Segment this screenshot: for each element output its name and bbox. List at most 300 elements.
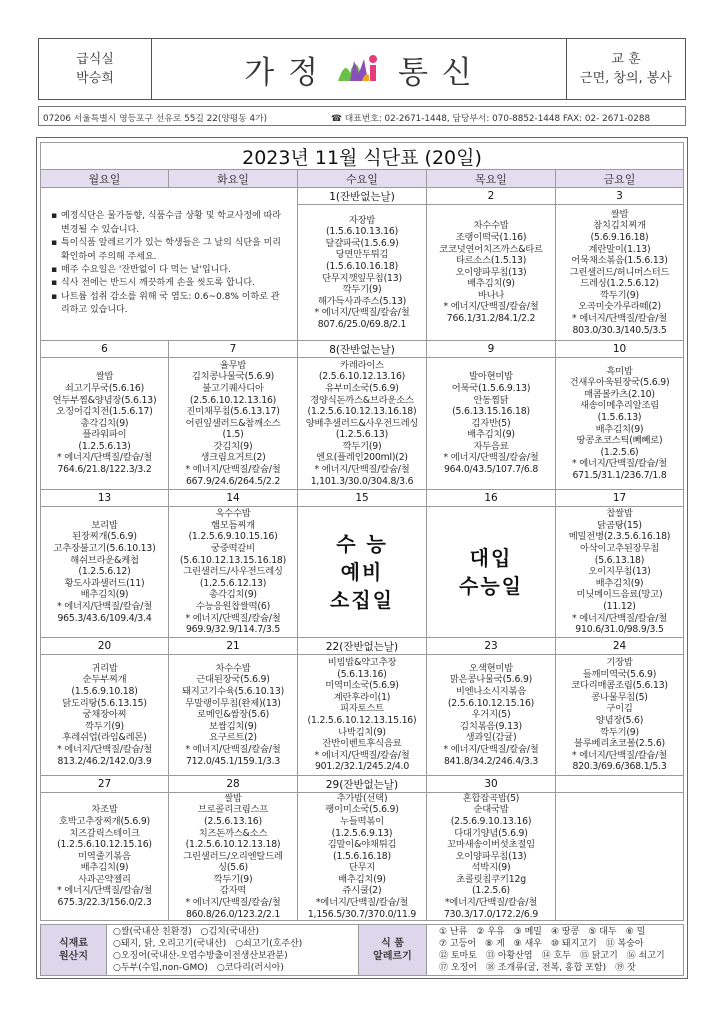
menu-item: 생크림요거트(2): [200, 452, 266, 464]
nutrition-values: 901.2/32.1/245.2/4.0: [314, 761, 410, 773]
menu-item: 보리밥: [91, 519, 118, 531]
menu-item: 귀리밥: [91, 662, 118, 674]
allergy-list: [427, 925, 683, 975]
menu-cell: [169, 507, 298, 638]
menu-cell: [169, 655, 298, 776]
allergen-item: ⑬ 아황산염: [485, 951, 533, 961]
menu-item: 율무밥: [219, 359, 247, 371]
menu-item: 생과일(감귤): [465, 732, 517, 744]
menu-item: (1.2.5.6): [600, 446, 639, 458]
menu-item: (2.5.6.10.12.15.16): [447, 697, 535, 709]
menu-item: 오곡미숫가루라떼(2): [578, 301, 661, 313]
menu-item: 옥수수밥: [215, 508, 251, 520]
menu-item: 플라워파이: [82, 429, 127, 441]
event-text: 예비: [340, 560, 384, 584]
event-cell: [427, 507, 556, 638]
nutrition-label: * 에너지/단백질/칼슘/철: [443, 452, 539, 464]
menu-item: 수능응원찹쌀떡(6): [195, 600, 271, 612]
menu-item: (11.12): [603, 600, 636, 612]
event-text: 수 능: [336, 532, 388, 556]
weekday-header: 월요일: [41, 170, 169, 188]
menu-item: 계란후라이(1): [333, 691, 391, 703]
date-label: 30: [427, 776, 556, 793]
menu-item: 깍두기(9): [342, 284, 382, 296]
menu-cell: [556, 793, 684, 921]
menu-item: 요구르트(2): [209, 732, 257, 744]
menu-item: 오이양파무침(13): [455, 850, 527, 862]
date-label: 3: [556, 188, 684, 205]
menu-cell: [169, 358, 298, 490]
nutrition-values: 712.0/45.1/159.1/3.3: [185, 755, 281, 767]
nutrition-values: 964.0/43.5/107.7/6.8: [443, 464, 539, 476]
notice-item: ▪ 식사 전에는 반드시 깨끗하게 손을 씻도록 합니다.: [51, 277, 287, 290]
event-text: 수능일: [459, 574, 523, 598]
allergen-item: ⑪ 복숭아: [605, 939, 644, 949]
menu-item: (1.2.5.6.12.13): [199, 577, 267, 589]
menu-item: 맑은콩나물국(5.6.9): [449, 674, 533, 686]
menu-item: 배추김치(9): [595, 577, 644, 589]
date-label: 27: [41, 776, 169, 793]
author-name: 박승희: [76, 71, 114, 86]
allergen-row: [439, 926, 677, 938]
nutrition-label: * 에너지/단백질/칼슘/철: [314, 307, 410, 319]
menu-item: 단무지: [348, 862, 376, 874]
menu-item: 쌀밥: [224, 793, 242, 804]
weekday-header: 화요일: [169, 170, 298, 188]
menu-cell: [298, 655, 427, 776]
school-logo-icon: [336, 51, 382, 87]
nutrition-values: 675.3/22.3/156.0/2.3: [57, 897, 152, 909]
menu-item: 미역줄기볶음: [78, 850, 131, 862]
menu-item: 피자토스트: [340, 703, 384, 715]
menu-item: 진미채무침(5.6.13.17): [186, 406, 280, 418]
menu-item: 갓김치(9): [213, 440, 253, 452]
allergen-row: [439, 950, 677, 962]
nutrition-label: * 에너지/단백질/칼슘/철: [185, 612, 281, 624]
newsletter-title: [152, 39, 567, 99]
menu-item: 닭곰탕(15): [597, 519, 642, 531]
menu-item: 햄모듬찌개: [211, 519, 255, 531]
nutrition-label: * 에너지/단백질/칼슘/철: [314, 464, 410, 476]
nutrition-values: 803.0/30.3/140.5/3.5: [572, 324, 667, 336]
nutrition-values: 766.1/31.2/84.1/2.2: [446, 313, 536, 325]
date-label: 1(잔반없는날): [298, 188, 427, 205]
department-label: 급식실: [76, 52, 114, 67]
event-text: 소집일: [330, 588, 394, 612]
origin-row: [113, 950, 352, 962]
menu-item: 쥬시쿨(2): [342, 885, 382, 897]
menu-item: 기장밥: [606, 657, 633, 669]
date-label: 2: [427, 188, 556, 205]
menu-item: (1.2.5.6.9.10.15.16): [188, 531, 278, 543]
nutrition-label: *에너지/단백질/칼슘/철: [444, 897, 538, 909]
menu-item: 로메인&쌈장(5.6): [197, 709, 269, 721]
menu-cell: [427, 655, 556, 776]
menu-item: 당면만두튀김: [335, 249, 389, 261]
menu-item: 차수수밥: [473, 220, 509, 232]
date-label: 13: [41, 490, 169, 507]
menu-cell: [556, 655, 684, 776]
menu-item: 계란말이(1.13): [588, 243, 651, 255]
menu-item: 미닛메이드음료(망고): [576, 589, 663, 601]
date-label: 10: [556, 341, 684, 358]
newsletter-header: [38, 38, 686, 100]
menu-item: 쇠고기무국(5.6.16): [64, 382, 145, 394]
weekday-header: 목요일: [427, 170, 556, 188]
date-label: 21: [169, 638, 298, 655]
date-label: 20: [41, 638, 169, 655]
origin-item: ○돼지, 닭, 오리고기(국내산): [113, 939, 227, 949]
menu-item: 바나나: [477, 289, 505, 301]
menu-item: 초콜릿칩쿠키12g: [456, 873, 526, 885]
menu-item: 자장밥: [348, 214, 376, 226]
allergen-item: ⑨ 새우: [513, 939, 542, 949]
notice-item: ▪ 특이식품 알레르기가 있는 학생들은 그 날의 식단을 미리 확인하여 주의해 주세요.: [51, 237, 287, 264]
menu-item: 조랭이떡국(1.16): [455, 231, 527, 243]
origin-item: ○쇠고기(호주산): [235, 939, 303, 949]
event-cell: [298, 507, 427, 638]
menu-item: 경양식돈까스&브라운소스: [310, 394, 414, 406]
menu-item: 싱(5.6): [218, 862, 248, 874]
menu-item: 배추김치(9): [595, 423, 644, 435]
nutrition-label: * 에너지/단백질/칼슘/철: [314, 749, 410, 761]
notice-list: [51, 210, 287, 317]
title-left: 가 정: [244, 54, 320, 91]
allergen-item: ⑦ 고등어: [439, 939, 477, 949]
menu-item: 고추장불고기(5.6.10.13): [53, 543, 156, 555]
menu-item: 해쉬브라운&케첩: [70, 554, 139, 566]
menu-item: 잔반이벤트후식음료: [322, 738, 402, 750]
event-text: 대입: [469, 546, 513, 570]
menu-item: 김말이&야채튀김: [327, 839, 397, 851]
nutrition-values: 910.6/31.0/98.9/3.5: [575, 624, 664, 636]
menu-cell: [41, 793, 169, 921]
menu-item: (1.5.6.9.10.18): [71, 686, 138, 698]
weekday-header: 금요일: [556, 170, 684, 188]
menu-item: 감자떡: [219, 885, 247, 897]
address-bar: [38, 106, 686, 126]
menu-cell: [41, 655, 169, 776]
menu-cell: [298, 358, 427, 490]
menu-item: 팽이미소국(5.6.9): [325, 804, 399, 816]
date-label: 14: [169, 490, 298, 507]
allergen-item: ⑮ 닭고기: [579, 951, 618, 961]
menu-item: 블루베리초코볼(2.5.6): [574, 738, 665, 750]
menu-item: 타르소스(1.5.13): [455, 255, 527, 267]
menu-item: (5.6.13.16): [337, 668, 387, 680]
date-label: 7: [169, 341, 298, 358]
menu-item: 배추김치(9): [80, 862, 129, 874]
menu-cell: [556, 205, 684, 341]
menu-item: 그린샐러드/오리엔탈드레: [183, 850, 283, 862]
menu-item: 땅콩초코스틱(빼빼로): [576, 435, 663, 447]
menu-item: (5.6.10.12.13.15.16.18): [179, 554, 287, 566]
nutrition-label: * 에너지/단백질/칼슘/철: [56, 452, 153, 464]
nutrition-values: 667.9/24.6/264.5/2.2: [185, 475, 281, 487]
allergen-item: ⑧ 게: [485, 939, 505, 949]
nutrition-values: 813.2/46.2/142.0/3.9: [57, 755, 152, 767]
menu-item: 어묵국(1.5.6.9.13): [451, 382, 531, 394]
menu-cell: [556, 358, 684, 490]
menu-item: 콩나물무침(5): [591, 691, 648, 703]
menu-item: (1.5.6.10.13.16): [325, 226, 399, 238]
menu-item: 어묵채소볶음(1.5.6.13): [571, 255, 668, 267]
date-label: [556, 776, 684, 793]
allergy-label-line: 식 품: [381, 938, 404, 949]
menu-item: 오색현미밥: [469, 662, 513, 674]
menu-item: 그린샐러드/허니머스터드: [569, 266, 670, 278]
allergen-item: ⑤ 대두: [588, 927, 617, 937]
motto-label: 교 훈: [611, 52, 641, 67]
menu-item: 김치콩나물국(5.6.9): [191, 371, 275, 383]
origin-item: ○두부(수입,non-GMO): [113, 963, 208, 973]
menu-item: 된장찌개(5.6.9): [72, 531, 137, 543]
menu-item: 깍두기(9): [85, 720, 124, 732]
nutrition-values: 730.3/17.0/172.2/6.9: [443, 908, 539, 920]
origin-label: [41, 925, 107, 975]
menu-item: 석박지(9): [471, 862, 511, 874]
menu-item: 새송이메추리알조림: [579, 400, 660, 412]
menu-item: 치즈갈릭스테이크: [69, 827, 140, 839]
menu-item: (1.5.6.16.18): [333, 850, 391, 862]
date-label: 9: [427, 341, 556, 358]
menu-item: 궁채장아찌: [82, 709, 127, 721]
date-label: 29(잔반없는날): [298, 776, 427, 793]
menu-item: 양배추샐러드&사우전드레싱: [305, 417, 419, 429]
title-right: 통 신: [398, 54, 474, 91]
nutrition-label: * 에너지/단백질/칼슘/철: [443, 301, 539, 313]
menu-item: (5.6.9.16.18): [590, 231, 649, 243]
menu-item: 깍두기(9): [213, 873, 253, 885]
menu-item: 미역미소국(5.6.9): [325, 680, 399, 692]
allergen-item: ① 난류: [439, 927, 468, 937]
nutrition-values: 807.6/25.0/69.8/2.1: [317, 318, 407, 330]
allergen-item: ⑯ 쇠고기: [626, 951, 665, 961]
menu-item: 코다리매콤조림(5.6.13): [571, 680, 668, 692]
menu-item: 닭도리탕(5.6.13.15): [62, 697, 147, 709]
menu-item: 연두부찜&양념장(5.6.13): [52, 394, 157, 406]
nutrition-label: * 에너지/단백질/칼슘/철: [56, 743, 153, 755]
menu-item: 순대국밥: [473, 804, 509, 816]
menu-item: (5.6.13.15.16.18): [452, 406, 530, 418]
menu-item: 사과곤약젤리: [78, 873, 131, 885]
menu-item: 황도사과샐러드(11): [64, 577, 145, 589]
menu-item: 브로콜리크림스프: [197, 804, 269, 816]
menu-item: 카레라이스: [340, 359, 384, 371]
menu-item: 해가득사과주스(5.13): [317, 295, 407, 307]
contact-info: ☎ 대표번호: 02-2671-1448, 담당부서: 070-8852-1448 FAX: 02- 2671-0288: [331, 114, 651, 124]
menu-item: (1.5.6.10.16.18): [325, 260, 399, 272]
notice-item: ▪ 매주 수요일은 '잔반없이 다 먹는 날'입니다.: [51, 264, 287, 277]
menu-item: 무말랭이무침(완제)(13): [185, 697, 281, 709]
allergy-label-line: 알레르기: [373, 951, 412, 962]
menu-item: 깍두기(9): [600, 289, 639, 301]
menu-item: 오징어김치전(1.5.6.17): [56, 406, 153, 418]
menu-item: (2.5.6.10.12.13.16): [318, 371, 406, 383]
menu-item: 들깨미역국(5.6.9): [582, 668, 657, 680]
menu-item: 단무지깻잎무침(13): [322, 272, 402, 284]
allergen-row: [439, 962, 677, 974]
menu-item: 혼합잡곡밥(5): [462, 793, 520, 804]
menu-item: (1.2.5.6.10.12.15.16): [57, 839, 152, 851]
allergen-item: ② 우유: [476, 927, 505, 937]
menu-item: 김자반(5): [471, 417, 511, 429]
menu-item: 궁중떡갈비: [211, 543, 255, 555]
author-box: [39, 39, 152, 99]
monthly-menu-table: [40, 142, 684, 921]
nutrition-label: * 에너지/단백질/칼슘/철: [56, 885, 153, 897]
weekday-header: 수요일: [298, 170, 427, 188]
allergen-item: ④ 땅콩: [550, 927, 580, 937]
menu-cell: [41, 358, 169, 490]
menu-item: (1.5.6.13): [597, 411, 642, 423]
menu-item: (1.2.5.6.10.12.13.16.18): [307, 406, 417, 418]
menu-item: (1.2.5.6.10.12.13.15.16): [307, 715, 417, 726]
origin-item: ○김치(국내산): [200, 927, 259, 937]
nutrition-label: * 에너지/단백질/칼슘/철: [571, 612, 668, 624]
nutrition-label: * 에너지/단백질/칼슘/철: [571, 313, 668, 325]
origin-row: [113, 926, 352, 938]
menu-cell: [427, 358, 556, 490]
menu-item: (2.5.6.9.10.13.16): [450, 815, 532, 827]
menu-item: 배추김치(9): [80, 589, 129, 601]
menu-item: 호박고추장찌개(5.6.9): [59, 815, 150, 827]
menu-item: 김치볶음(9.13): [460, 720, 522, 732]
nutrition-label: * 에너지/단백질/칼슘/철: [571, 458, 668, 470]
menu-item: 드레싱(1.2.5.6.12): [580, 278, 659, 290]
notice-item: ▪ 예정식단은 물가동향, 식품수급 상황 및 학교사정에 따라 변경될 수 있습니다.: [51, 210, 287, 237]
menu-item: 자두음료: [473, 440, 509, 452]
nutrition-label: * 에너지/단백질/칼슘/철: [185, 897, 281, 909]
date-label: 22(잔반없는날): [298, 638, 427, 655]
allergen-item: ⑭ 호두: [541, 951, 571, 961]
allergen-item: ⑫ 토마토: [439, 951, 477, 961]
menu-cell: [41, 507, 169, 638]
nutrition-label: * 에너지/단백질/칼슘/철: [185, 743, 281, 755]
motto-text: 근면, 창의, 봉사: [580, 71, 672, 86]
menu-item: (1.2.5.6.12): [78, 566, 131, 578]
menu-item: 나박김치(9): [338, 726, 386, 738]
menu-item: (1.2.5.6.13): [78, 440, 131, 452]
menu-item: 배추김치(9): [467, 278, 515, 290]
origin-label-line: 식재료: [59, 938, 88, 949]
menu-cell: [298, 793, 427, 921]
menu-item: 유부미소국(5.6.9): [325, 382, 399, 394]
date-label: 28: [169, 776, 298, 793]
menu-item: 매콤볼카츠(2.10): [584, 388, 655, 400]
menu-item: 총각김치(9): [209, 589, 257, 601]
allergy-label: [359, 925, 427, 975]
nutrition-values: 1,156.5/30.7/370.0/11.9: [307, 908, 417, 920]
nutrition-values: 965.3/43.6/109.4/3.4: [57, 612, 152, 624]
nutrition-values: 969.9/32.9/114.7/3.5: [185, 624, 281, 636]
menu-item: 양념장(5.6): [595, 715, 644, 726]
allergen-item: ③ 메밀: [513, 927, 542, 937]
motto-box: [567, 39, 685, 99]
nutrition-label: * 에너지/단백질/칼슘/철: [185, 464, 281, 476]
menu-item: (1.2.5.6.13): [335, 429, 389, 441]
menu-item: 비빔밥&약고추장: [327, 657, 397, 669]
menu-item: (5.6.13.18): [594, 554, 645, 566]
menu-item: 쌀밥: [95, 371, 114, 383]
allergen-item: ⑲ 잣: [615, 963, 636, 973]
menu-item: 비엔나소시지볶음: [455, 686, 527, 698]
menu-item: 참치김치찌개: [593, 220, 646, 232]
date-label: 16: [427, 490, 556, 507]
menu-item: 다대기양념(5.6.9): [454, 827, 528, 839]
footer-info: [40, 924, 684, 976]
menu-item: 안동찜닭: [473, 394, 509, 406]
menu-item: 누들떡볶이: [340, 815, 384, 827]
menu-item: 찹쌀밥: [606, 508, 633, 520]
menu-item: 깍두기(9): [600, 726, 639, 738]
menu-item: (2.5.6.13.16): [204, 815, 262, 827]
menu-item: 돼지고기수육(5.6.10.13): [181, 686, 285, 698]
notice-box: [41, 188, 298, 341]
menu-item: 쌀밥: [610, 208, 629, 220]
nutrition-values: 860.8/26.0/123.2/2.1: [185, 908, 281, 920]
menu-item: 코코넛연어치즈까스&타르: [439, 243, 543, 255]
menu-item: (1.5): [222, 429, 244, 441]
menu-item: 총각김치(9): [80, 417, 129, 429]
origin-item: ○쌀(국내산 친환경): [113, 927, 192, 937]
menu-item: 발아현미밥: [469, 371, 513, 383]
menu-item: 달걀파국(1.5.6.9): [325, 237, 399, 249]
menu-item: 구이김: [606, 703, 633, 715]
origin-label-line: 원산지: [59, 951, 88, 962]
nutrition-label: * 에너지/단백질/칼슘/철: [443, 743, 539, 755]
nutrition-values: 820.3/69.6/368.1/5.3: [572, 761, 667, 773]
menu-item: 메밀전병(2.3.5.6.16.18): [568, 531, 671, 543]
menu-item: 보쌈김치(9): [209, 720, 257, 732]
menu-item: 깍두기(9): [342, 440, 382, 452]
menu-cell: [427, 793, 556, 921]
menu-item: 배추김치(9): [338, 873, 386, 885]
origin-row: [113, 962, 352, 974]
notice-item: ▪ 나트륨 섭취 감소를 위해 국 염도: 0.6~0.8% 이하로 관리하고 있습니다.: [51, 291, 287, 318]
menu-item: (1.2.5.6.10.12.13.18): [185, 839, 281, 851]
menu-item: (1.2.5.6.9.13): [331, 827, 393, 839]
date-label: 15: [298, 490, 427, 507]
menu-item: 근대된장국(5.6.9): [196, 674, 270, 686]
allergen-row: [439, 938, 677, 950]
menu-item: 우거지(5): [471, 709, 511, 721]
nutrition-values: 1,101.3/30.0/304.8/3.6: [310, 475, 414, 487]
nutrition-values: 841.8/34.2/246.4/3.3: [443, 755, 539, 767]
origin-item: ○코다리(러시아): [216, 963, 284, 973]
allergen-item: ⑰ 오징어: [439, 963, 477, 973]
menu-cell: [427, 205, 556, 341]
menu-item: 불고기퀘사디아: [202, 382, 264, 394]
menu-item: 배추김치(9): [467, 429, 515, 441]
allergen-item: ⑱ 조개류(굴, 전복, 홍합 포함): [485, 963, 607, 973]
menu-item: 오이지무침(13): [588, 566, 651, 578]
menu-item: 순두부찌개: [82, 674, 127, 686]
menu-cell: [169, 793, 298, 921]
menu-item: 꼬마새송이버섯초절임: [447, 839, 535, 851]
menu-cell: [298, 205, 427, 341]
origin-item: ○오징어(국내산-오염수방출이전생산보관분): [113, 951, 288, 961]
date-label: 8(잔반없는날): [298, 341, 427, 358]
menu-item: 차수수밥: [215, 662, 251, 674]
menu-item: 엔요(플레인200ml)(2): [316, 452, 408, 464]
allergen-item: ⑥ 밀: [625, 927, 646, 937]
menu-cell: [556, 507, 684, 638]
menu-item: 그린샐러드/사우전드레싱: [183, 566, 283, 578]
date-label: 24: [556, 638, 684, 655]
date-label: 17: [556, 490, 684, 507]
origin-row: [113, 938, 352, 950]
